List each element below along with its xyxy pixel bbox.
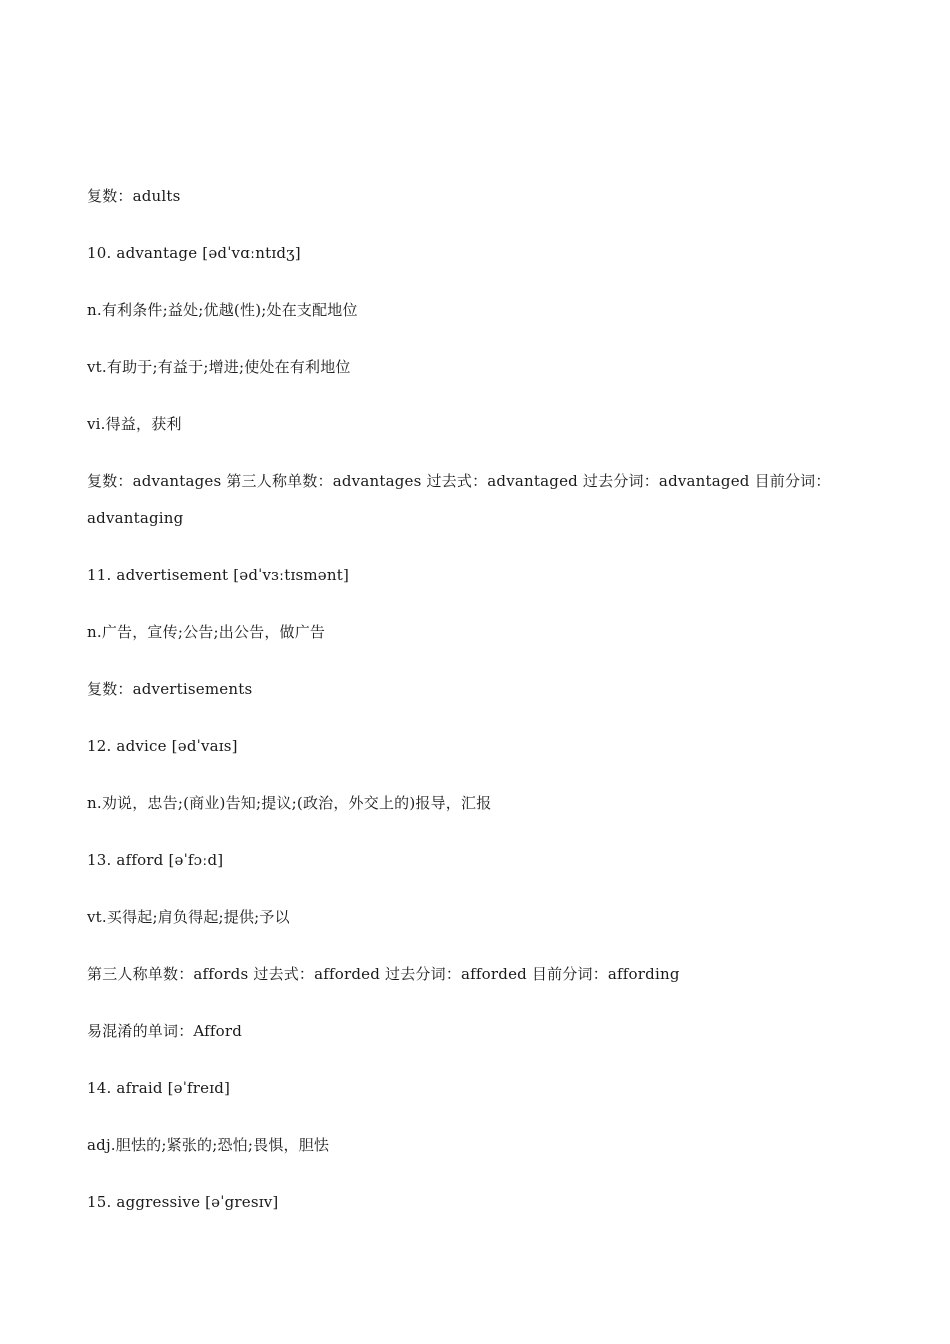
entry-heading: 12. advice [ədˈvaɪs] — [87, 737, 238, 755]
entry-heading: 13. afford [əˈfɔːd] — [87, 851, 224, 869]
entry-heading: 10. advantage [ədˈvɑːntɪdʒ] — [87, 244, 301, 262]
entry-heading: 14. afraid [əˈfreɪd] — [87, 1079, 231, 1097]
text-line: n.广告，宣传;公告;出公告，做广告 — [87, 623, 326, 641]
text-line: 第三人称单数：affords 过去式：afforded 过去分词：afforded 目前分词：affording — [87, 965, 680, 983]
text-line: 复数：adults — [87, 187, 181, 205]
entry-heading: 11. advertisement [ədˈvɜːtɪsmənt] — [87, 566, 350, 584]
text-line: n.有利条件;益处;优越(性);处在支配地位 — [87, 301, 358, 319]
text-line: vt.有助于;有益于;增进;使处在有利地位 — [87, 358, 351, 376]
text-line: 复数：advertisements — [87, 680, 253, 698]
text-line: adj.胆怯的;紧张的;恐怕;畏惧，胆怯 — [87, 1136, 330, 1154]
text-line: n.劝说，忠告;(商业)告知;提议;(政治，外交上的)报导，汇报 — [87, 794, 492, 812]
entry-heading: 15. aggressive [əˈgresɪv] — [87, 1193, 279, 1211]
text-line: advantaging — [87, 509, 184, 527]
text-line: 复数：advantages 第三人称单数：advantages 过去式：advantaged 过去分词：advantaged 目前分词： — [87, 472, 831, 490]
text-line: vi.得益，获利 — [87, 415, 182, 433]
text-line: 易混淆的单词：Afford — [87, 1022, 243, 1040]
text-line: vt.买得起;肩负得起;提供;予以 — [87, 908, 290, 926]
